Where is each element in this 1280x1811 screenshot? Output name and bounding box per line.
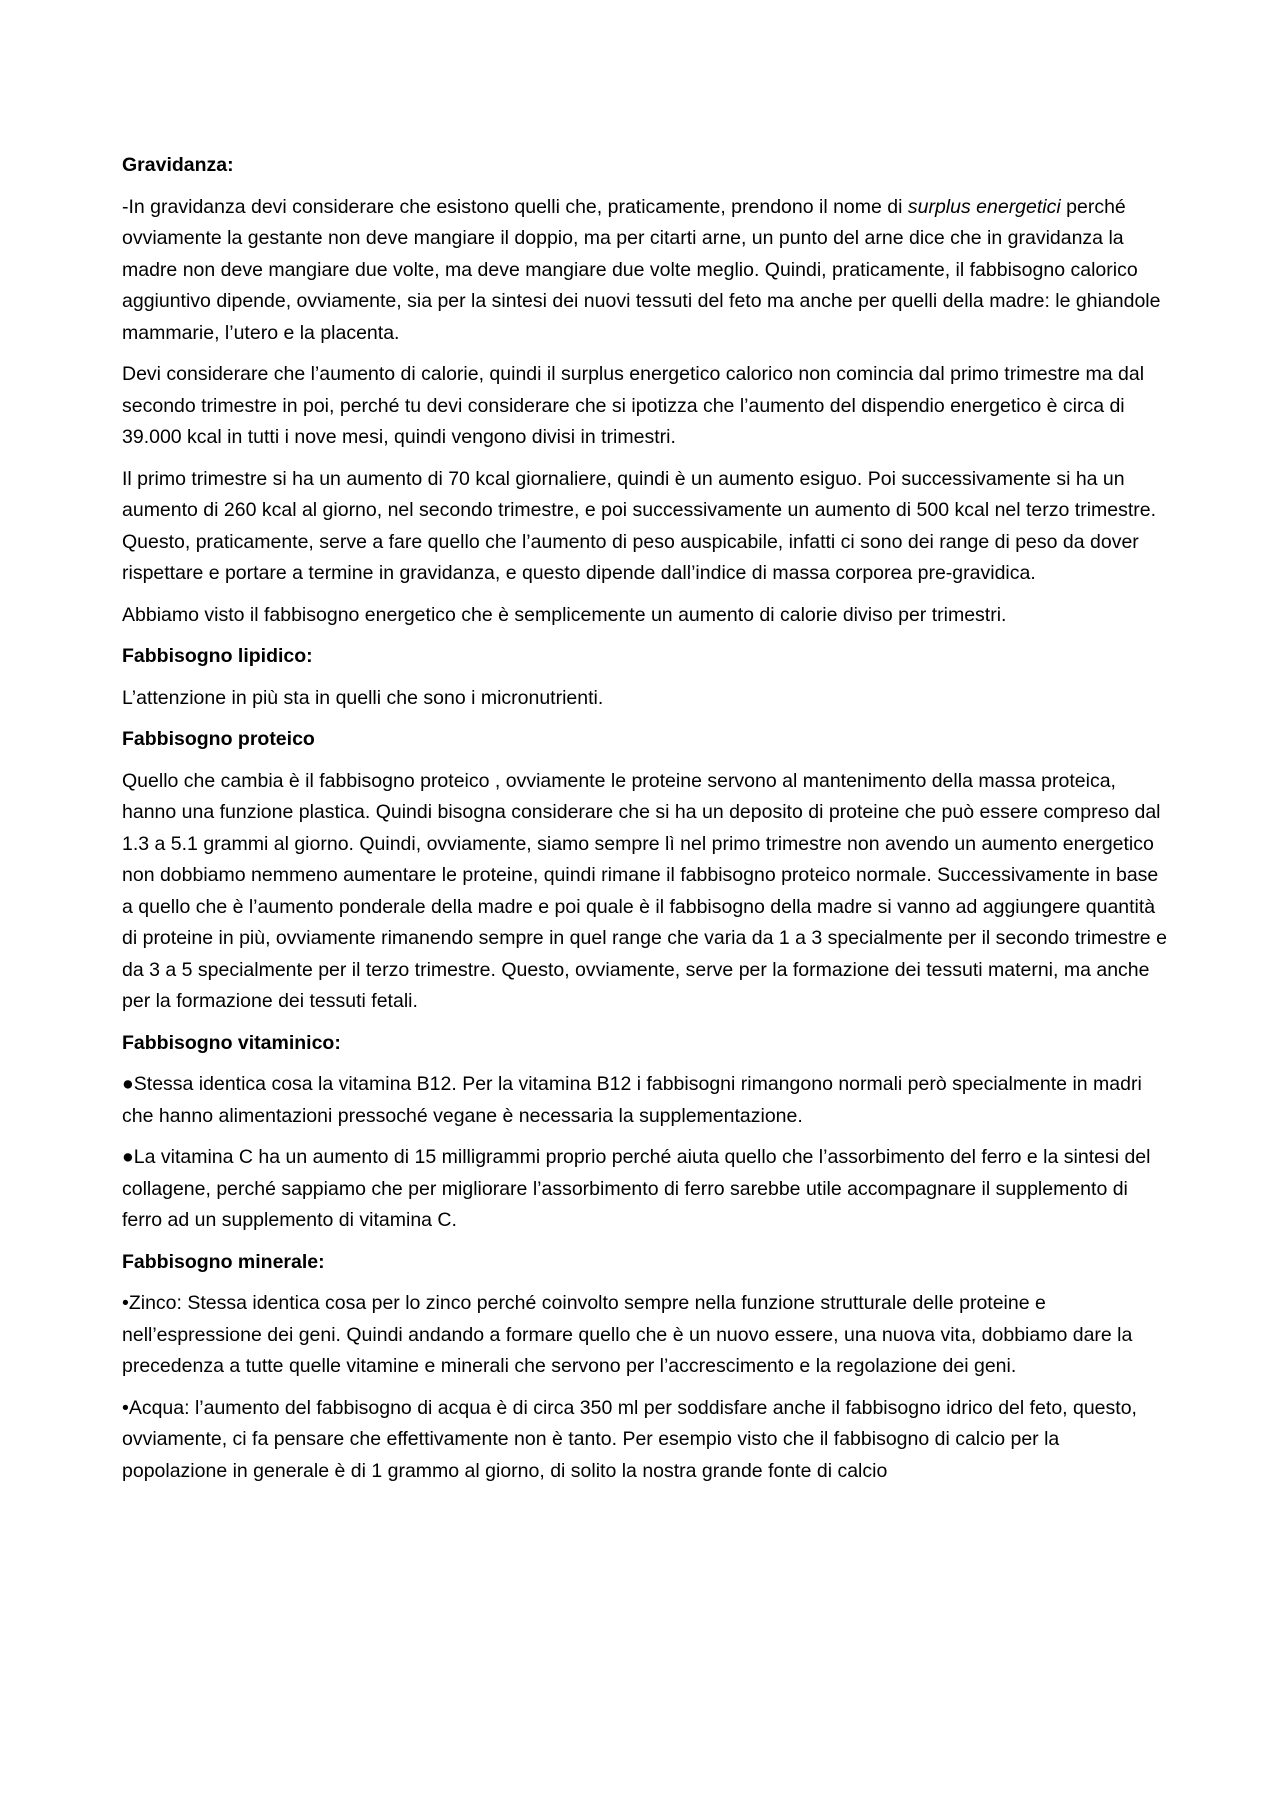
heading-fabbisogno-minerale: Fabbisogno minerale: — [122, 1250, 325, 1273]
heading-fabbisogno-lipidico: Fabbisogno lipidico: — [122, 645, 313, 667]
heading-gravidanza: Gravidanza: — [122, 154, 234, 176]
heading-fabbisogno-vitaminico: Fabbisogno vitaminico: — [122, 1031, 341, 1054]
document-page — [122, 150, 1167, 1497]
list-item-vitamina-b12: ●Stessa identica cosa la vitamina B12. Per la vitamina B12 i fabbisogni rimangono normali però specialmente in madri che hanno alimentazioni pressoché vegane è necessaria la supplementazione. — [122, 1073, 1142, 1127]
paragraph-aumento-calorie: Devi considerare che l’aumento di calorie, quindi il surplus energetico calorico non comincia dal primo trimestre ma dal secondo trimestre in poi, perché tu devi considerare che si ipotizza che l’aumento del dispendio energetico è circa di 39.000 kcal in tutti i nove mesi, quindi vengono divisi in trimestri. — [122, 363, 1145, 448]
paragraph-micronutrienti: L’attenzione in più sta in quelli che sono i micronutrienti. — [122, 686, 604, 709]
paragraph-proteine: Quello che cambia è il fabbisogno proteico , ovviamente le proteine servono al mantenimento della massa proteica, hanno una funzione plastica. Quindi bisogna considerare che si ha un deposito di proteine che può essere compreso dal 1.3 a 5.1 grammi al giorno. Quindi, ovviamente, siamo sempre lì nel primo trimestre non avendo un aumento energetico non dobbiamo nemmeno aumentare le proteine, quindi rimane il fabbisogno proteico normale. Successivamente in base a quello che è l’aumento ponderale della madre e poi quale è il fabbisogno della madre si vanno ad aggiungere quantità di proteine in più, ovviamente rimanendo sempre in quel range che varia da 1 a 3 specialmente per il secondo trimestre e da 3 a 5 specialmente per il terzo trimestre. Questo, ovviamente, serve per la formazione dei tessuti materni, ma anche per la formazione dei tessuti fetali. — [122, 769, 1167, 1012]
paragraph-trimestri: Il primo trimestre si ha un aumento di 70 kcal giornaliere, quindi è un aumento esiguo. Poi successivamente si ha un aumento di 260 kcal al giorno, nel secondo trimestre, e poi successivamente un aumento di 500 kcal nel terzo trimestre. Questo, praticamente, serve a fare quello che l’aumento di peso auspicabile, infatti ci sono dei range di peso da dover rispettare e portare a termine in gravidanza, e questo dipende dall’indice di massa corporea pre-gravidica. — [122, 467, 1157, 584]
paragraph-text: -In gravidanza devi considerare che esistono quelli che, praticamente, prendono il nome di — [122, 195, 908, 218]
emphasis-surplus-energetici: surplus energetici — [907, 195, 1061, 218]
list-item-vitamina-c: ●La vitamina C ha un aumento di 15 milligrammi proprio perché aiuta quello che l’assorbimento del ferro e la sintesi del collagene, perché sappiamo che per migliorare l’assorbimento di ferro sarebbe utile accompagnare il supplemento di ferro ad un supplemento di vitamina C. — [122, 1146, 1151, 1231]
list-item-acqua: •Acqua: l’aumento del fabbisogno di acqua è di circa 350 ml per soddisfare anche il fabbisogno idrico del feto, questo, ovviamente, ci fa pensare che effettivamente non è tanto. Per esempio visto che il fabbisogno di calcio per la popolazione in generale è di 1 grammo al giorno, di solito la nostra grande fonte di calcio — [122, 1396, 1137, 1482]
paragraph-text: perché ovviamente la gestante non deve mangiare il doppio, ma per citarti arne, un punto del arne dice che in gravidanza la madre non deve mangiare due volte, ma deve mangiare due volte meglio. Quindi, praticamente, il fabbisogno calorico aggiuntivo dipende, ovviamente, sia per la sintesi dei nuovi tessuti del feto ma anche per quelli della madre: le ghiandole mammarie, l’utero e la placenta. — [122, 195, 1161, 344]
paragraph-fabbisogno-energetico: Abbiamo visto il fabbisogno energetico che è semplicemente un aumento di calorie diviso per trimestri. — [122, 603, 1007, 626]
paragraph-surplus-energetici — [122, 192, 1167, 350]
heading-fabbisogno-proteico: Fabbisogno proteico — [122, 728, 315, 750]
list-item-zinco: •Zinco: Stessa identica cosa per lo zinco perché coinvolto sempre nella funzione strutturale delle proteine e nell’espressione dei geni. Quindi andando a formare quello che è un nuovo essere, una nuova vita, dobbiamo dare la precedenza a tutte quelle vitamine e minerali che servono per l’accrescimento e la regolazione dei geni. — [122, 1292, 1133, 1377]
